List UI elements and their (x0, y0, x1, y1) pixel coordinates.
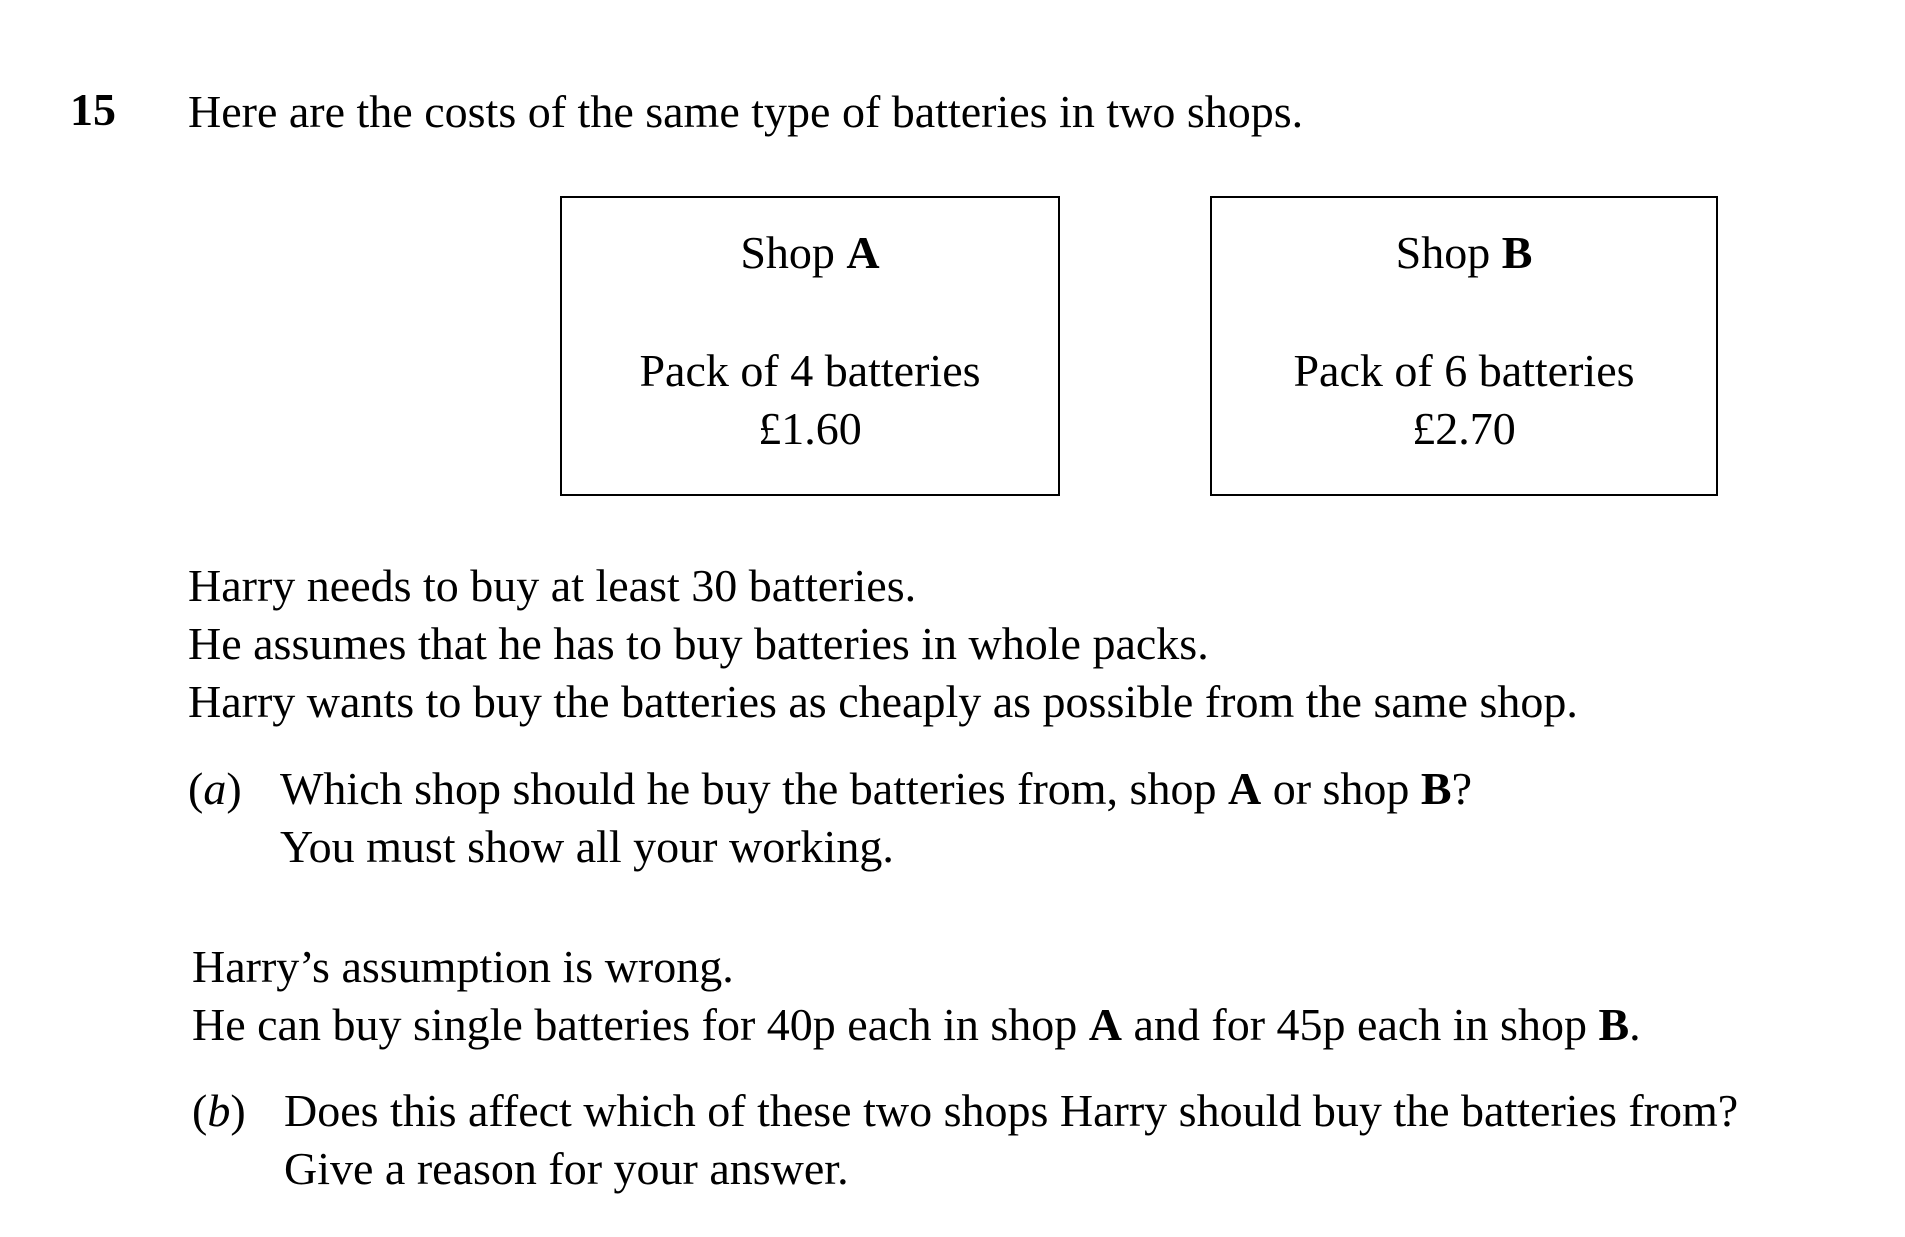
shop-b-pack: Pack of 6 batteries (1293, 345, 1635, 396)
part-b-letter: b (207, 1085, 231, 1136)
part-a-line-1: Which shop should he buy the batteries from, shop A or shop B? (280, 763, 1473, 814)
shop-a-letter: A (846, 227, 880, 278)
context-b-line-1: Harry’s assumption is wrong. (192, 941, 734, 992)
shop-a-box (560, 196, 1060, 496)
shop-a-price: £1.60 (758, 403, 862, 454)
context-line-1: Harry needs to buy at least 30 batteries. (188, 560, 917, 611)
shop-a-title (562, 224, 1058, 282)
question-intro: Here are the costs of the same type of batteries in two shops. (188, 86, 1304, 137)
context-b-line-2: He can buy single batteries for 40p each in shop A and for 45p each in shop B. (192, 999, 1641, 1050)
part-a-letter: a (203, 763, 227, 814)
question-number: 15 (70, 84, 116, 135)
shop-b-letter: B (1501, 227, 1533, 278)
part-b-label: (b) (192, 1085, 246, 1136)
part-a-label: (a) (188, 763, 242, 814)
shop-a-prefix: Shop (740, 227, 835, 278)
part-a-line-2: You must show all your working. (280, 821, 894, 872)
shop-a-pack: Pack of 4 batteries (639, 345, 981, 396)
part-b-line-1: Does this affect which of these two shops Harry should buy the batteries from? (284, 1085, 1739, 1136)
context-line-2: He assumes that he has to buy batteries in whole packs. (188, 618, 1209, 669)
shop-b-box (1210, 196, 1718, 496)
part-b-line-2: Give a reason for your answer. (284, 1143, 849, 1194)
shop-b-title (1212, 224, 1716, 282)
shop-b-price: £2.70 (1412, 403, 1516, 454)
context-line-3: Harry wants to buy the batteries as cheaply as possible from the same shop. (188, 676, 1578, 727)
shop-b-prefix: Shop (1395, 227, 1491, 278)
